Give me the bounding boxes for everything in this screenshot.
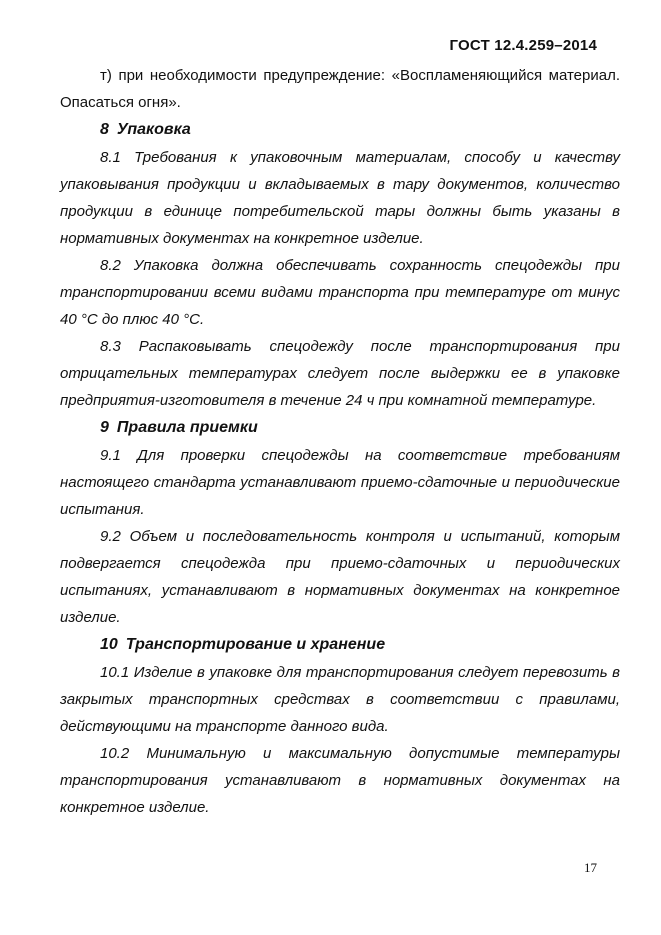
section-title: Упаковка xyxy=(116,121,191,138)
paragraph-9-2: 9.2 Объем и последовательность контроля и испытаний, которым подвергается спецодежда при приемо-сдаточных и периодических испытаниях, устанавливают в нормативных документах на конкретное изделие. xyxy=(60,528,620,626)
section-heading xyxy=(60,116,620,144)
document-code: ГОСТ 12.4.259–2014 xyxy=(449,37,597,54)
paragraph-9-1: 9.1 Для проверки спецодежды на соответствие требованиям настоящего стандарта устанавливают приемо-сдаточные и периодические испытания. xyxy=(60,447,620,518)
section-number: 9 xyxy=(100,419,109,436)
paragraph-10-1: 10.1 Изделие в упаковке для транспортирования следует перевозить в закрытых транспортных средствах в соответствии с правилами, действующими на транспорте данного вида. xyxy=(60,664,620,735)
paragraph-8-2: 8.2 Упаковка должна обеспечивать сохранность спецодежды при транспортировании всеми видами транспорта при температуре от минус 40 °С до плюс 40 °С. xyxy=(60,257,620,328)
page-content xyxy=(60,62,620,821)
section-number: 10 xyxy=(100,636,118,653)
section-heading xyxy=(60,631,620,659)
section-10 xyxy=(60,631,620,821)
paragraph-8-3: 8.3 Распаковывать спецодежду после транспортирования при отрицательных температурах следует после выдержки ее в упаковке предприятия-изготовителя в течение 24 ч при комнатной температуре. xyxy=(60,338,620,409)
intro-paragraph: т) при необходимости предупреждение: «Воспламеняющийся материал. Опасаться огня». xyxy=(60,67,620,111)
paragraph-8-1: 8.1 Требования к упаковочным материалам, способу и качеству упаковывания продукции и вкладываемых в тару документов, количество продукции в единице потребительской тары должны быть указаны в нормативных документах на конкретное изделие. xyxy=(60,149,620,247)
paragraph-10-2: 10.2 Минимальную и максимальную допустимые температуры транспортирования устанавливают в нормативных документах на конкретное изделие. xyxy=(60,745,620,816)
section-title: Транспортирование и хранение xyxy=(125,636,386,653)
section-9 xyxy=(60,414,620,631)
section-8 xyxy=(60,116,620,414)
section-heading xyxy=(60,414,620,442)
section-title: Правила приемки xyxy=(116,419,258,436)
page-number: 17 xyxy=(584,860,597,875)
section-number: 8 xyxy=(100,121,109,138)
